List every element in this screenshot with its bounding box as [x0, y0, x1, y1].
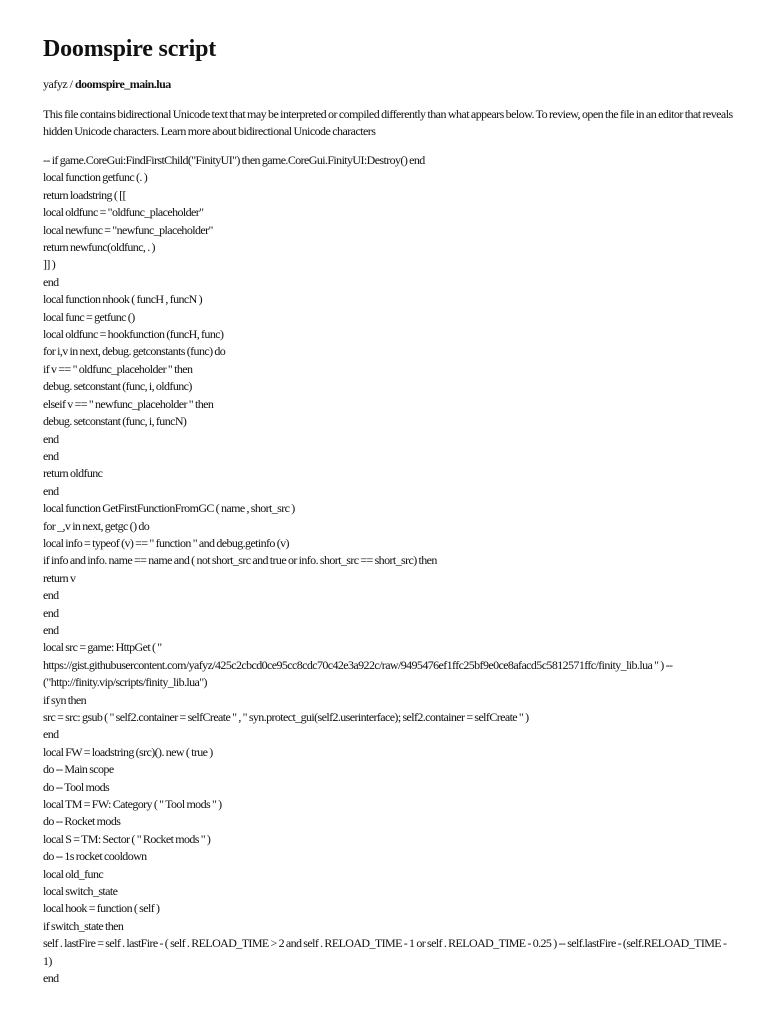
- code-line: local switch_state: [43, 884, 118, 899]
- code-line: if syn then: [43, 692, 87, 707]
- code-line: src = src: gsub ( " self2.container = selfCreate " , " syn.protect_gui(self2.userinterface); self2.container = selfCreate " ): [43, 710, 529, 724]
- file-name: doomspire_main.lua: [75, 77, 171, 91]
- code-line: end: [43, 588, 59, 603]
- code-line: end: [43, 431, 59, 446]
- code-line: if switch_state then: [43, 918, 124, 933]
- owner-link[interactable]: yafyz: [43, 77, 68, 91]
- code-line: end: [43, 274, 59, 289]
- code-line: do -- Tool mods: [43, 779, 110, 794]
- code-line: if v == " oldfunc_placeholder " then: [43, 361, 193, 376]
- code-line: local oldfunc = "oldfunc_placeholder": [43, 205, 204, 220]
- breadcrumb-separator: /: [67, 77, 75, 91]
- code-line: local old_func: [43, 866, 104, 881]
- document-page: [43, 32, 733, 988]
- code-line: local oldfunc = hookfunction (funcH, func): [43, 327, 224, 342]
- code-line: local function GetFirstFunctionFromGC ( name , short_src ): [43, 501, 295, 516]
- code-line: do -- 1s rocket cooldown: [43, 849, 147, 864]
- code-line: if info and info. name == name and ( not short_src and true or info. short_src == short_src) then: [43, 553, 437, 568]
- code-line: return v: [43, 570, 76, 585]
- code-line: return oldfunc: [43, 466, 103, 481]
- code-line: end: [43, 605, 59, 620]
- code-line: do -- Main scope: [43, 762, 114, 777]
- code-line: ]] ): [43, 257, 56, 272]
- code-line: local func = getfunc (): [43, 309, 135, 324]
- code-line: debug. setconstant (func, i, oldfunc): [43, 379, 192, 394]
- code-line: local S = TM: Sector ( " Rocket mods " ): [43, 831, 211, 846]
- code-line: local src = game: HttpGet ( " https://gist.githubusercontent.com/yafyz/425c2cbcd0ce95cc8cdc70c42e3a922c/raw/9495476ef1ffc25bf9e0ce8afacd5c5812571ffc/finity_lib.lua " ) -- ("http://finity.vip/scripts/finity_lib.lua"): [43, 640, 675, 690]
- code-line: local TM = FW: Category ( " Tool mods " ): [43, 797, 222, 812]
- code-line: -- if game.CoreGui:FindFirstChild("FinityUI") then game.CoreGui.FinityUI:Destroy() end: [43, 153, 425, 167]
- code-line: local function nhook ( funcH , funcN ): [43, 292, 202, 307]
- code-line: return loadstring ( [[: [43, 187, 126, 202]
- code-line: for _,v in next, getgc () do: [43, 518, 150, 533]
- code-line: end: [43, 727, 59, 742]
- code-line: debug. setconstant (func, i, funcN): [43, 414, 187, 429]
- code-line: end: [43, 622, 59, 637]
- code-line: for i,v in next, debug. getconstants (func) do: [43, 344, 226, 359]
- code-line: do -- Rocket mods: [43, 814, 121, 829]
- code-line: local hook = function ( self ): [43, 901, 160, 916]
- breadcrumb: [43, 76, 733, 92]
- code-line: end: [43, 971, 59, 986]
- code-line: end: [43, 448, 59, 463]
- code-line: local function getfunc (. ): [43, 170, 148, 185]
- code-line: elseif v == " newfunc_placeholder " then: [43, 396, 214, 411]
- page-title: Doomspire script: [43, 36, 217, 62]
- bidi-warning-notice: This file contains bidirectional Unicode text that may be interpreted or compiled differently than what appears below. To review, open the file in an editor that reveals hidden Unicode characters. Learn more about bidirectional Unicode characters: [43, 107, 733, 138]
- code-line: return newfunc(oldfunc, . ): [43, 240, 155, 255]
- code-line: local newfunc = "newfunc_placeholder": [43, 222, 213, 237]
- code-line: local FW = loadstring (src)(). new ( true ): [43, 744, 213, 759]
- code-line: local info = typeof (v) == " function " and debug.getinfo (v): [43, 535, 289, 550]
- code-line: end: [43, 483, 59, 498]
- code-line: self . lastFire = self . lastFire - ( self . RELOAD_TIME > 2 and self . RELOAD_TIME - 1 or self . RELOAD_TIME - 0.25 ) -- self.lastFire - (self.RELOAD_TIME - 1): [43, 936, 729, 968]
- code-block: [43, 152, 733, 988]
